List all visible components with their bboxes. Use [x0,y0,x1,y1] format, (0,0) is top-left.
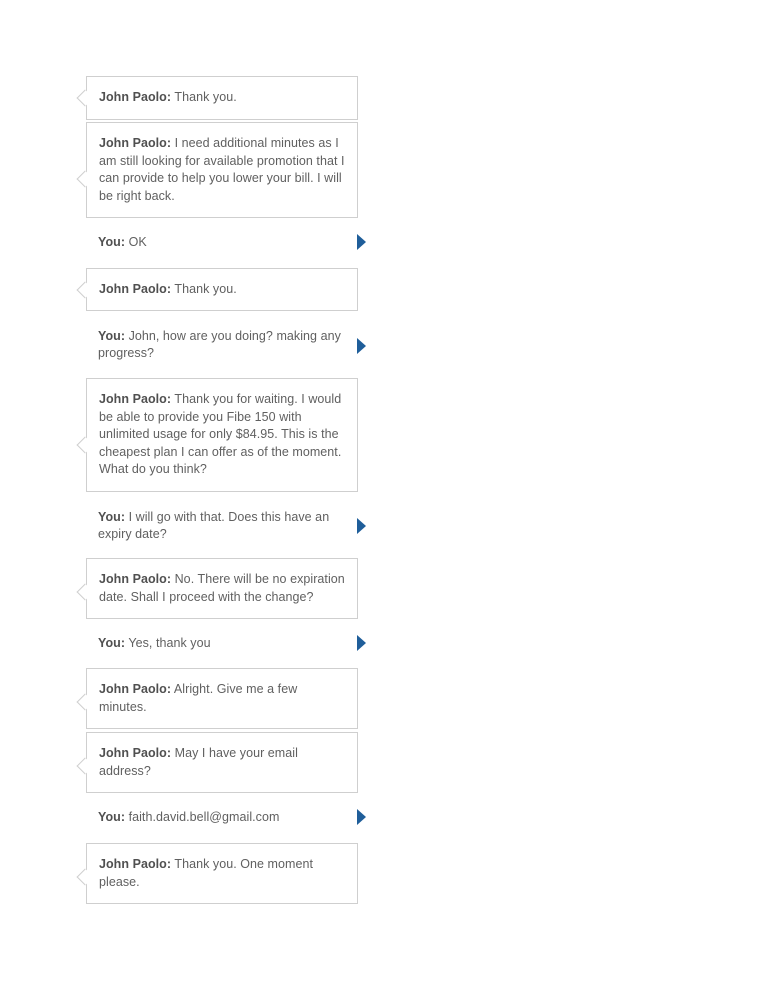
agent-message [86,732,358,793]
message-body: John, how are you doing? making any progress? [98,328,341,360]
bubble-notch-icon [77,90,94,107]
message-text [99,89,347,107]
message-body: Thank you for waiting. I would be able to provide you Fibe 150 with unlimited usage for only $84.95. This is the cheapest plan I can offer as of the moment. What do you think? [99,392,342,477]
message-text [99,391,347,479]
message-text [98,509,348,544]
message-text [98,809,348,827]
triangle-right-icon [357,518,366,534]
message-sender: You: [98,636,126,651]
message-body: May I have your email address? [99,746,298,778]
agent-message [86,668,358,729]
agent-message [86,378,358,492]
message-sender: John Paolo: [99,682,172,696]
message-sender: John Paolo: [99,281,172,296]
message-body: I need additional minutes as I am still looking for available promotion that I can provide to help you lower your bill. I will be right back. [99,136,345,203]
message-sender: John Paolo: [99,136,172,150]
user-message [86,319,358,371]
user-message [86,627,358,661]
message-body: Thank you. [174,281,237,296]
message-body: No. There will be no expiration date. Shall I proceed with the change? [99,572,345,604]
message-sender: You: [98,810,126,825]
message-body: Thank you. One moment please. [99,857,314,889]
agent-message [86,843,358,904]
triangle-right-icon [357,809,366,825]
message-body: I will go with that. Does this have an expiry date? [98,509,330,541]
message-sender: You: [98,328,126,343]
agent-message [86,122,358,218]
message-sender: John Paolo: [99,392,172,407]
message-text [99,571,347,606]
bubble-notch-icon [77,694,94,711]
message-sender: John Paolo: [99,857,172,871]
message-sender: You: [98,235,126,250]
user-message [86,801,358,835]
message-body: Thank you. [174,90,237,105]
message-sender: John Paolo: [99,746,172,760]
message-text [98,328,348,363]
message-text [99,135,347,205]
agent-message [86,558,358,619]
bubble-notch-icon [77,869,94,886]
message-text [99,681,347,716]
message-sender: John Paolo: [99,90,172,105]
user-message [86,226,358,260]
agent-message [86,268,358,311]
bubble-notch-icon [77,282,94,299]
message-sender: John Paolo: [99,572,172,586]
triangle-right-icon [357,338,366,354]
triangle-right-icon [357,234,366,250]
user-message [86,500,358,552]
message-body: Alright. Give me a few minutes. [99,682,298,714]
message-text [99,856,347,891]
bubble-notch-icon [77,584,94,601]
triangle-right-icon [357,635,366,651]
message-text [99,745,347,780]
message-text [98,234,348,252]
bubble-notch-icon [77,171,94,188]
bubble-notch-icon [77,437,94,454]
message-text [99,281,347,299]
agent-message [86,76,358,120]
message-body: faith.david.bell@gmail.com [128,810,280,825]
message-body: Yes, thank you [128,636,211,651]
bubble-notch-icon [77,758,94,775]
message-sender: You: [98,509,126,524]
message-body: OK [128,235,147,250]
message-text [98,635,348,653]
